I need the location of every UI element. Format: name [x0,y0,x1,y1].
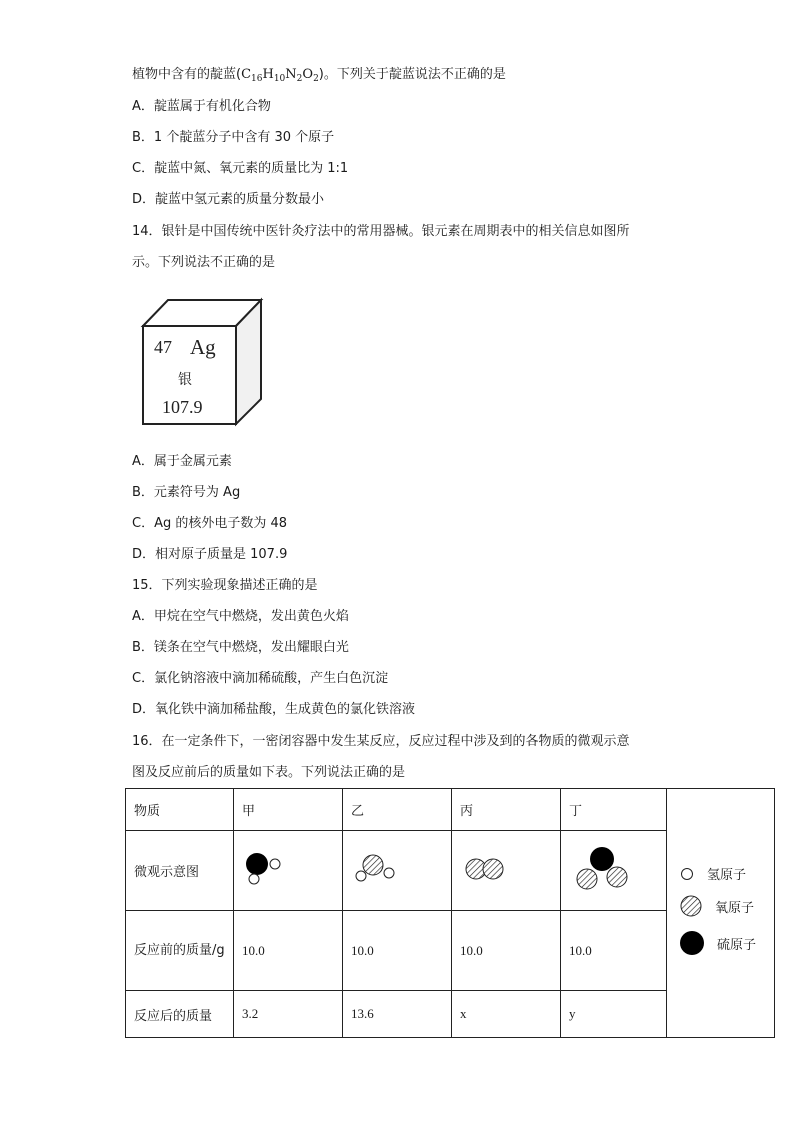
q16-stem-line2: 图及反应前后的质量如下表。下列说法正确的是 [132,765,406,780]
q13-option-b: B．1 个靛蓝分子中含有 30 个原子 [132,130,335,145]
reaction-table [125,788,775,1038]
q14-option-a: A．属于金属元素 [132,454,232,469]
q14-option-d: D．相对原子质量是 107.9 [132,547,288,562]
q15-option-b: B．镁条在空气中燃烧，发出耀眼白光 [132,640,349,655]
atomic-number: 47 [154,337,172,357]
molecule-bing [452,831,561,911]
q14-option-b: B．元素符号为 Ag [132,485,241,500]
header-ding: 丁 [561,789,667,831]
after-yi: 13.6 [343,991,452,1038]
row-after-label: 反应后的质量 [126,991,234,1038]
q14-option-c: C．Ag 的核外电子数为 48 [132,516,288,531]
molecule-ding [561,831,667,911]
indigo-formula: $C_{16}H_{10}N_2O_2$ [241,67,319,84]
q14-stem-line1: 14．银针是中国传统中医针灸疗法中的常用器械。银元素在周期表中的相关信息如图所 [132,224,630,239]
molecule-yi [343,831,452,911]
legend-hydrogen: 氢原子 [679,864,746,883]
so2-molecule-icon [569,843,639,895]
atomic-mass: 107.9 [162,397,203,417]
after-bing: x [452,991,561,1038]
row-before-label: 反应前的质量/g [126,911,234,991]
silver-element-card [140,297,265,427]
row-micro-label: 微观示意图 [126,831,234,911]
before-yi: 10.0 [343,911,452,991]
before-jia: 10.0 [234,911,343,991]
header-bing: 丙 [452,789,561,831]
molecule-jia [234,831,343,911]
legend-oxygen: 氧原子 [679,894,754,918]
oxygen-atom-icon [679,894,703,918]
header-jia: 甲 [234,789,343,831]
atom-legend [667,789,775,1038]
element-symbol: Ag [190,335,216,359]
before-ding: 10.0 [561,911,667,991]
h2s-molecule-icon [242,846,302,892]
header-yi: 乙 [343,789,452,831]
hydrogen-atom-icon [679,866,695,882]
table-row [126,789,775,831]
before-bing: 10.0 [452,911,561,991]
element-name: 银 [178,372,192,388]
q16-stem-line1: 16．在一定条件下，一密闭容器中发生某反应，反应过程中涉及到的各物质的微观示意 [132,734,630,749]
oxygen-molecule-icon [460,846,520,892]
q13-option-a: A．靛蓝属于有机化合物 [132,99,271,114]
q15-option-d: D．氧化铁中滴加稀盐酸，生成黄色的氯化铁溶液 [132,702,416,717]
q13-option-d: D．靛蓝中氢元素的质量分数最小 [132,192,325,207]
q15-stem: 15．下列实验现象描述正确的是 [132,578,318,593]
after-jia: 3.2 [234,991,343,1038]
q13-option-c: C．靛蓝中氮、氧元素的质量比为 1:1 [132,161,349,176]
q15-option-c: C．氯化钠溶液中滴加稀硫酸，产生白色沉淀 [132,671,389,686]
water-molecule-icon [351,846,411,892]
sulfur-atom-icon [679,930,705,956]
header-substance: 物质 [126,789,234,831]
after-ding: y [561,991,667,1038]
q14-stem-line2: 示。下列说法不正确的是 [132,255,276,270]
element-cube-figure [140,297,265,427]
q13-stem: 植物中含有的靛蓝$(C_{16}H_{10}N_2O_2)$。下列关于靛蓝说法不正确的是 [132,67,506,84]
q15-option-a: A．甲烷在空气中燃烧，发出黄色火焰 [132,609,349,624]
legend-sulfur: 硫原子 [679,930,756,956]
